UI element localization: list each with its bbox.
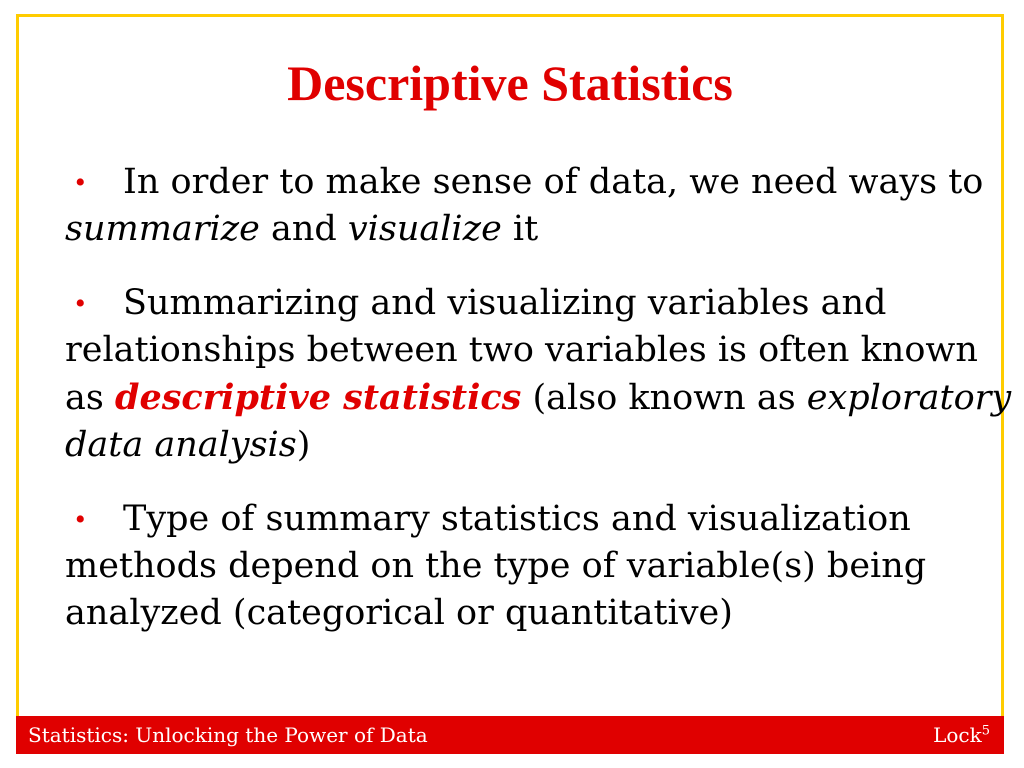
footer-author-superscript: 5: [981, 723, 990, 739]
bullet-text: Summarizing and visualizing variables and relationships between two variables is often known as: [65, 283, 978, 418]
bullet-text: (also known as: [521, 378, 807, 418]
slide-frame: [16, 14, 1012, 754]
bullet-text: In order to make sense of data, we need ways to: [123, 162, 984, 202]
bullet-marker: •: [75, 503, 86, 536]
slide-title: Descriptive Statistics: [287, 55, 733, 111]
footer-bar: [16, 716, 1004, 754]
footer-author-name: Lock: [933, 723, 982, 747]
bullet-item-3: [65, 496, 1015, 637]
bullet-marker: •: [75, 287, 86, 320]
emphasis-summarize: summarize: [65, 209, 260, 249]
bullet-list: [65, 159, 1015, 664]
bullet-text: and: [259, 209, 348, 249]
bullet-text: ): [296, 425, 311, 465]
footer-book-title: Statistics: Unlocking the Power of Data: [28, 723, 428, 747]
bullet-marker: •: [75, 166, 86, 199]
bullet-item-2: [65, 280, 1015, 469]
emphasis-exploratory-data-analysis: exploratory data analysis: [65, 378, 1012, 465]
bullet-text: it: [501, 209, 539, 249]
emphasis-descriptive-statistics: descriptive statistics: [114, 377, 522, 418]
bullet-text: Type of summary statistics and visualization methods depend on the type of variable(s) being analyzed (categorical or quantitative): [65, 499, 927, 633]
footer-author: [933, 716, 990, 754]
bullet-item-1: [65, 159, 1015, 253]
emphasis-visualize: visualize: [347, 209, 502, 249]
